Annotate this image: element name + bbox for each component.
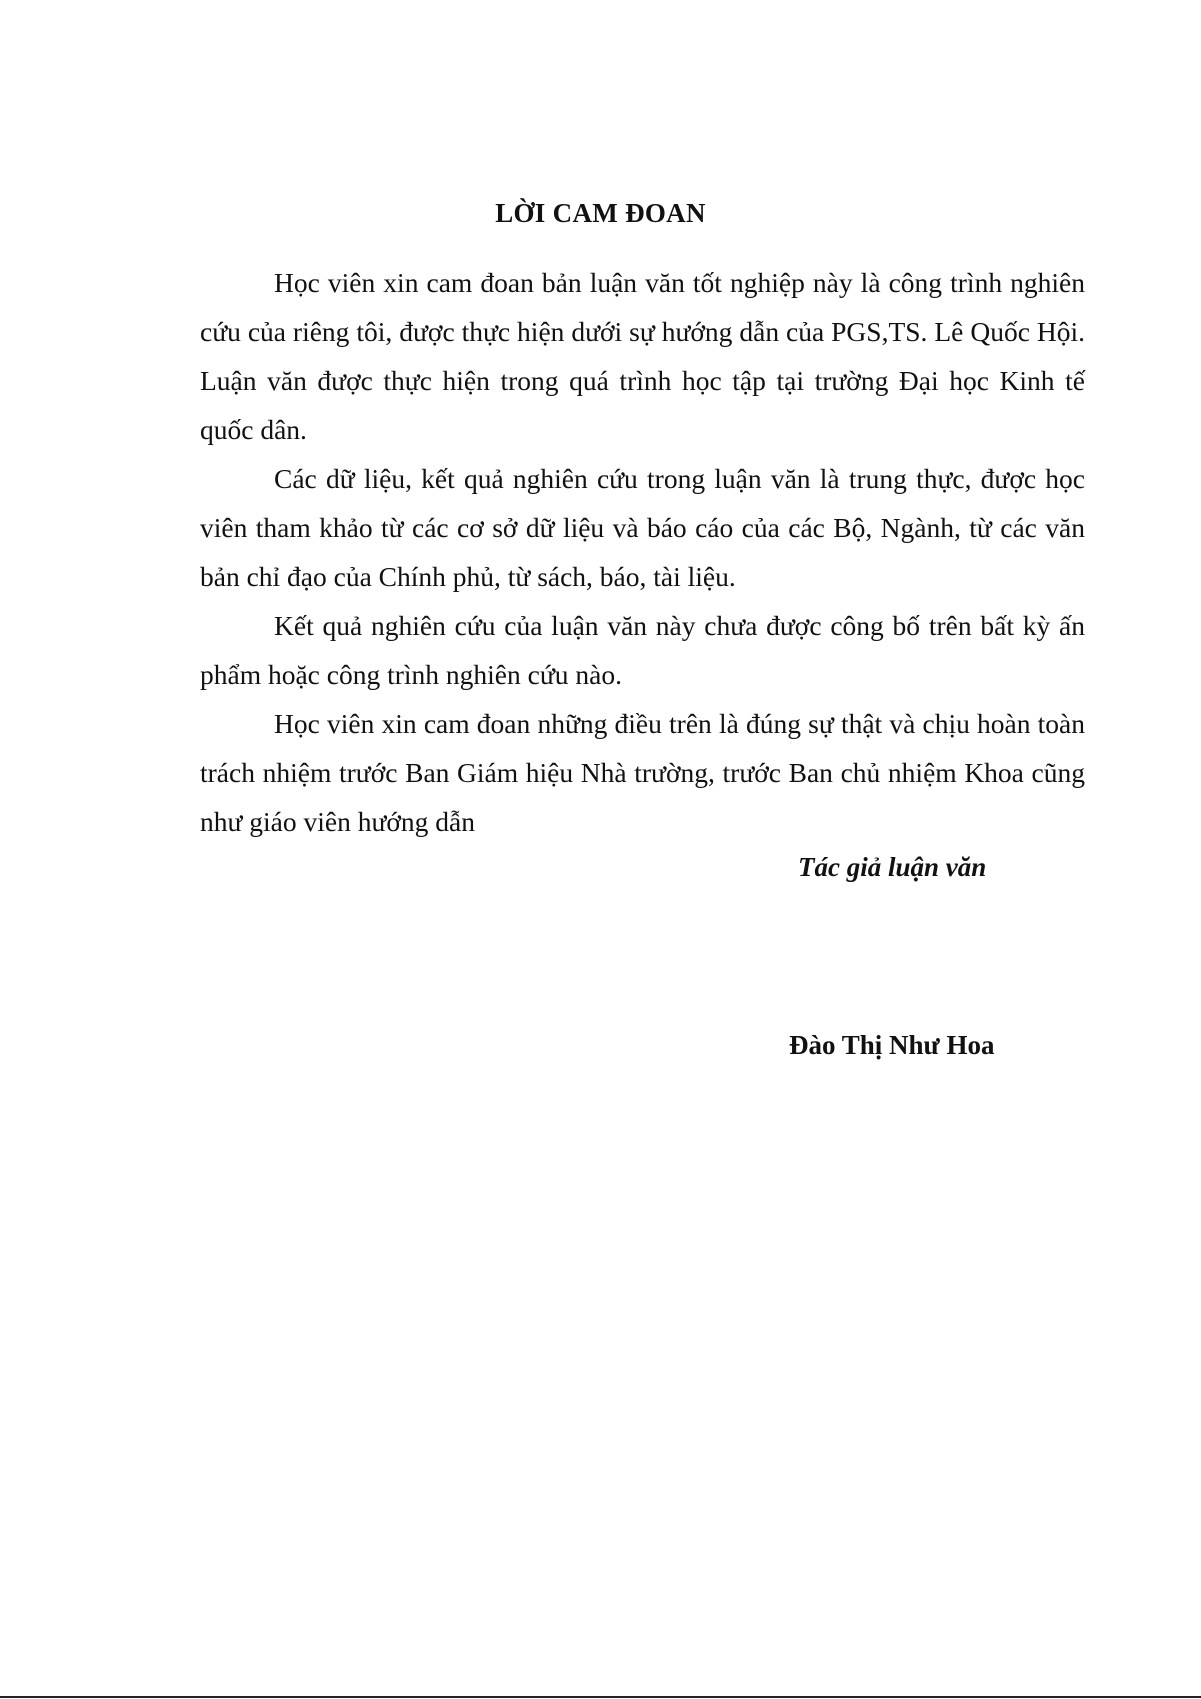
declaration-body bbox=[200, 258, 1085, 846]
paragraph-supervision: Học viên xin cam đoan bản luận văn tốt nghiệp này là công trình nghiên cứu của riêng tôi, được thực hiện dưới sự hướng dẫn của PGS,TS. Lê Quốc Hội. Luận văn được thực hiện trong quá trình học tập tại trường Đại học Kinh tế quốc dân. bbox=[200, 267, 1085, 445]
page-title: LỜI CAM ĐOAN bbox=[495, 198, 706, 228]
paragraph-originality: Kết quả nghiên cứu của luận văn này chưa được công bố trên bất kỳ ấn phẩm hoặc công trình nghiên cứu nào. bbox=[200, 610, 1085, 690]
signature-title: Tác giả luận văn bbox=[798, 852, 987, 882]
paragraph-responsibility: Học viên xin cam đoan những điều trên là đúng sự thật và chịu hoàn toàn trách nhiệm trước Ban Giám hiệu Nhà trường, trước Ban chủ nhiệm Khoa cũng như giáo viên hướng dẫn bbox=[200, 708, 1085, 837]
paragraph-data-sources: Các dữ liệu, kết quả nghiên cứu trong luận văn là trung thực, được học viên tham khảo từ các cơ sở dữ liệu và báo cáo của các Bộ, Ngành, từ các văn bản chỉ đạo của Chính phủ, từ sách, báo, tài liệu. bbox=[200, 463, 1085, 592]
page-bottom-divider bbox=[0, 1696, 1201, 1698]
author-name: Đào Thị Như Hoa bbox=[789, 1030, 995, 1060]
